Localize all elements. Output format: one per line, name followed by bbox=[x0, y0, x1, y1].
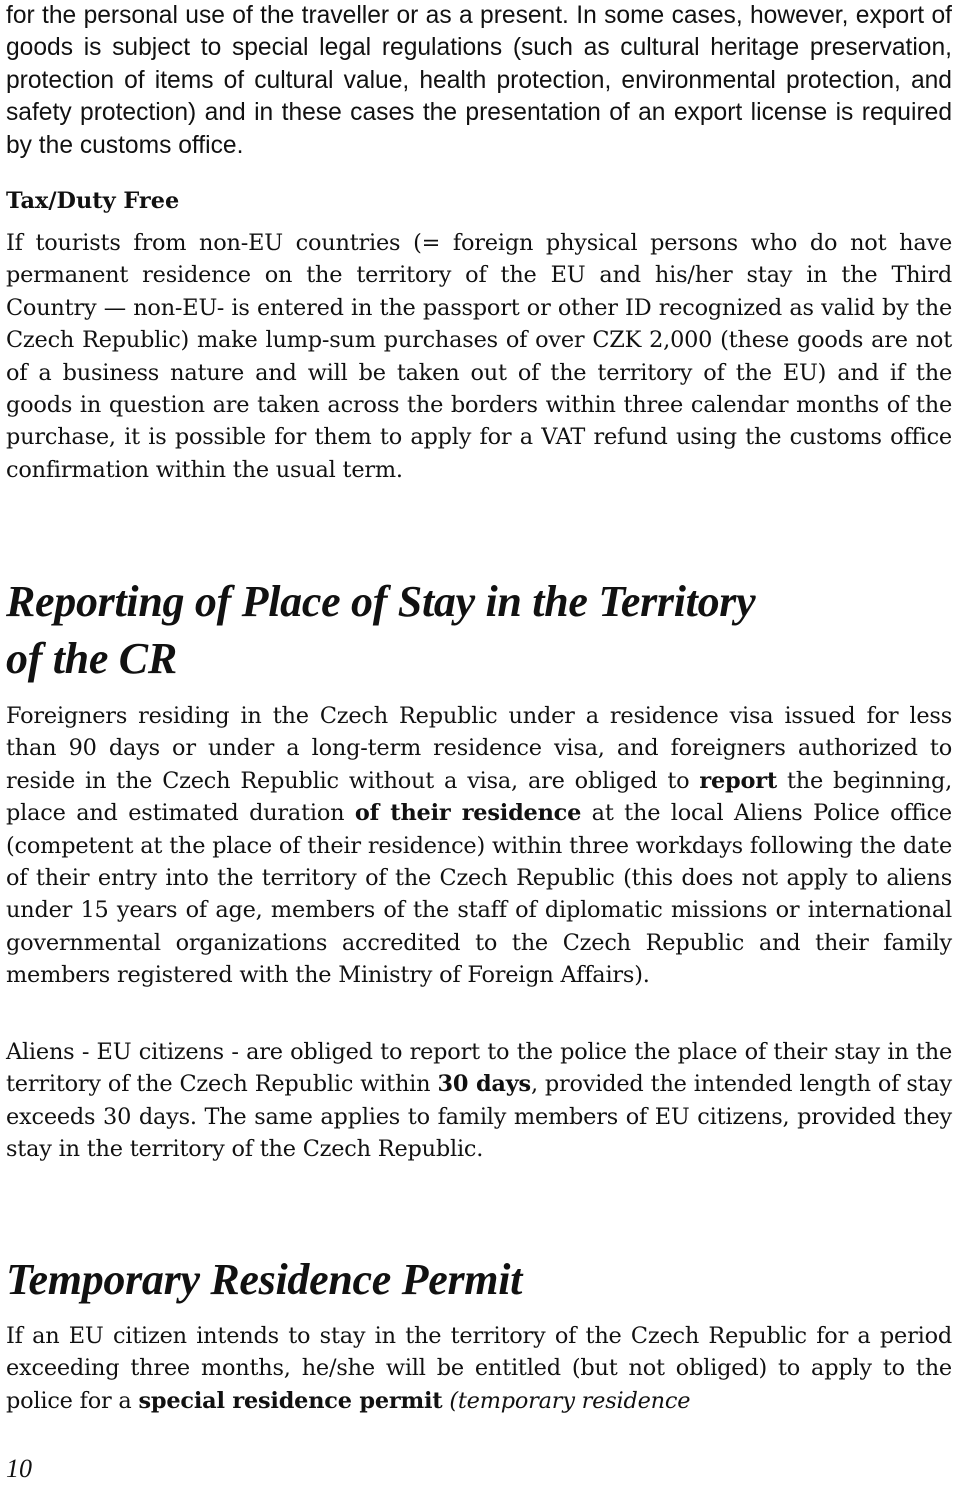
reporting-p2-text-a: Aliens - EU citizens - are obliged to report to the police the place of their stay in the territory of the Czech Republic within bbox=[6, 1039, 952, 1098]
temporary-bold-permit: special residence permit bbox=[138, 1387, 443, 1414]
tax-free-paragraph: If tourists from non-EU countries (= foreign physical persons who do not have permanent residence on the territory of the EU and his/her stay in the Third Country — non-EU- is entered in the passport or other ID recognized as valid by the Czech Republic) make lump-sum purchases of over CZK 2,000 (these goods are not of a business nature and will be taken out of the territory of the EU) and if the goods in question are taken across the borders within three calendar months of the purchase, it is possible for them to apply for a VAT refund using the customs office confirmation within the usual term. bbox=[6, 230, 952, 483]
reporting-p1-text-b: the beginning, place and estimated duration bbox=[6, 767, 952, 827]
reporting-p1-bold-report: report bbox=[699, 767, 777, 794]
tax-free-heading: Tax/Duty Free bbox=[6, 188, 180, 214]
reporting-p1-text-c: at the local Aliens Police office (competent at the place of their residence) within three workdays following the date of their entry into the territory of the Czech Republic (this does not apply to aliens under 15 years of age, members of the staff of diplomatic missions or international governmental organizations accredited to the Czech Republic and their family members registered with the Ministry of Foreign Affairs). bbox=[6, 800, 952, 989]
page-number: 10 bbox=[6, 1454, 32, 1483]
temporary-italic: (temporary residence bbox=[449, 1387, 691, 1414]
reporting-title bbox=[6, 573, 952, 687]
reporting-p2-bold-30-days: 30 days bbox=[437, 1071, 531, 1098]
temporary-residence-title: Temporary Residence Permit bbox=[6, 1255, 523, 1304]
reporting-title-line1: Reporting of Place of Stay in the Territory bbox=[6, 577, 756, 626]
reporting-p1-bold-residence: of their residence bbox=[354, 800, 582, 827]
temporary-residence-paragraph bbox=[6, 1320, 952, 1417]
reporting-paragraph-1 bbox=[6, 700, 952, 992]
reporting-p2-text-b: , provided the intended length of stay exceeds 30 days. The same applies to family members of EU citizens, provided they stay in the territory of the Czech Republic. bbox=[6, 1071, 953, 1163]
reporting-p1-text-a: Foreigners residing in the Czech Republic under a residence visa issued for less than 90 days or under a long-term residence visa, and foreigners authorized to reside in the Czech Republic without a visa, are obliged to bbox=[6, 703, 952, 794]
reporting-title-line2: of the CR bbox=[6, 634, 177, 683]
temporary-text-a: If an EU citizen intends to stay in the territory of the Czech Republic for a period exceeding three months, he/she will be entitled (but not obliged) to apply to the police for a bbox=[6, 1323, 952, 1414]
intro-paragraph: for the personal use of the traveller or as a present. In some cases, however, export of goods is subject to special legal regulations (such as cultural heritage preservation, protection of items of cultural value, health protection, environmental protection, and safety protection) and in these cases the presentation of an export license is required by the customs office. bbox=[6, 2, 952, 159]
reporting-paragraph-2 bbox=[6, 1036, 952, 1166]
